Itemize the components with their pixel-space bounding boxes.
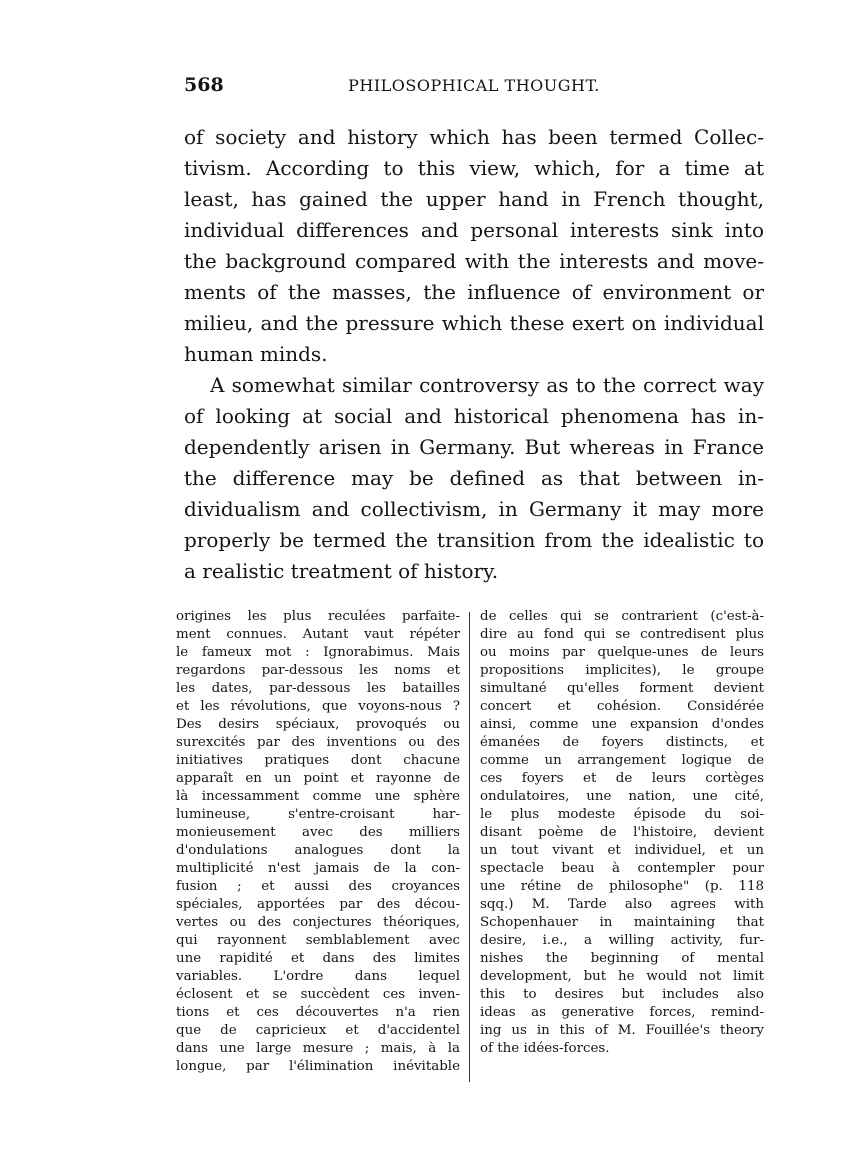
footnote-right-column: [480, 608, 764, 1058]
footnote-line: of the idées-forces.: [480, 1041, 610, 1056]
footnote-line: concert et cohésion. Considérée: [480, 699, 764, 714]
footnote-line: spectacle beau à contempler pour: [480, 861, 764, 876]
body-line: dividualism and collectivism, in Germany it may more: [184, 497, 764, 521]
body-line: least, has gained the upper hand in French thought,: [184, 187, 764, 211]
footnote-line: un tout vivant et individuel, et un: [480, 843, 764, 858]
footnote-line: disant poème de l'histoire, devient: [480, 825, 764, 840]
footnote-line: le plus modeste épisode du soi-: [480, 807, 764, 822]
footnote-line: longue, par l'élimination inévitable: [176, 1059, 460, 1074]
footnote-line: ing us in this of M. Fouillée's theory: [480, 1023, 764, 1038]
footnote-line: ainsi, comme une expansion d'ondes: [480, 717, 764, 732]
body-line: ments of the masses, the influence of environment or: [184, 280, 764, 304]
footnote-line: this to desires but includes also: [480, 987, 764, 1002]
footnote-line: ondulatoires, une nation, une cité,: [480, 789, 764, 804]
footnote-line: émanées de foyers distincts, et: [480, 735, 764, 750]
body-line: dependently arisen in Germany. But whereas in France: [184, 435, 764, 459]
footnote-line: lumineuse, s'entre-croisant har-: [176, 807, 460, 822]
body-line: of society and history which has been termed Collec-: [184, 125, 764, 149]
body-line: human minds.: [184, 342, 328, 366]
page-header: [184, 74, 764, 104]
footnote-line: de celles qui se contrarient (c'est-à-: [480, 609, 764, 624]
footnote-line: multiplicité n'est jamais de la con-: [176, 861, 460, 876]
footnote-line: dire au fond qui se contredisent plus: [480, 627, 764, 642]
main-body-text: [184, 122, 764, 587]
footnote-line: éclosent et se succèdent ces inven-: [176, 987, 460, 1002]
footnote-line: ideas as generative forces, remind-: [480, 1005, 764, 1020]
footnote-line: fusion ; et aussi des croyances: [176, 879, 460, 894]
footnote-line: desire, i.e., a willing activity, fur-: [480, 933, 764, 948]
running-title: PHILOSOPHICAL THOUGHT.: [348, 76, 600, 95]
page-number: 568: [184, 74, 224, 96]
body-line: the background compared with the interests and move-: [184, 249, 764, 273]
footnote-columns: [176, 608, 776, 1088]
footnote-line: monieusement avec des milliers: [176, 825, 460, 840]
footnote-line: une rétine de philosophe" (p. 118: [480, 879, 764, 894]
body-line: tivism. According to this view, which, for a time at: [184, 156, 764, 180]
footnote-line: Des desirs spéciaux, provoqués ou: [176, 717, 460, 732]
footnote-line: le fameux mot : Ignorabimus. Mais: [176, 645, 460, 660]
body-line: of looking at social and historical phenomena has in-: [184, 404, 764, 428]
body-line: a realistic treatment of history.: [184, 559, 499, 583]
body-line: the difference may be defined as that between in-: [184, 466, 764, 490]
footnote-line: les dates, par-dessous les batailles: [176, 681, 460, 696]
footnote-line: development, but he would not limit: [480, 969, 764, 984]
footnote-line: sqq.) M. Tarde also agrees with: [480, 897, 764, 912]
footnote-left-column: [176, 608, 460, 1076]
footnote-line: spéciales, apportées par des décou-: [176, 897, 460, 912]
body-line: properly be termed the transition from the idealistic to: [184, 528, 764, 552]
footnote-line: ces foyers et de leurs cortèges: [480, 771, 764, 786]
footnote-line: d'ondulations analogues dont la: [176, 843, 460, 858]
body-line: individual differences and personal interests sink into: [184, 218, 764, 242]
footnote-line: comme un arrangement logique de: [480, 753, 764, 768]
body-line: A somewhat similar controversy as to the correct way: [210, 373, 764, 397]
footnote-line: regardons par-dessous les noms et: [176, 663, 460, 678]
footnote-line: tions et ces découvertes n'a rien: [176, 1005, 460, 1020]
footnote-line: nishes the beginning of mental: [480, 951, 764, 966]
column-divider: [469, 612, 470, 1082]
footnote-line: vertes ou des conjectures théoriques,: [176, 915, 460, 930]
footnote-line: initiatives pratiques dont chacune: [176, 753, 460, 768]
footnote-line: une rapidité et dans des limites: [176, 951, 460, 966]
footnote-line: dans une large mesure ; mais, à la: [176, 1041, 460, 1056]
footnote-line: ment connues. Autant vaut répéter: [176, 627, 460, 642]
body-line: milieu, and the pressure which these exert on individual: [184, 311, 764, 335]
footnote-line: ou moins par quelque-unes de leurs: [480, 645, 764, 660]
footnote-line: qui rayonnent semblablement avec: [176, 933, 460, 948]
footnote-line: origines les plus reculées parfaite-: [176, 609, 460, 624]
footnote-line: là incessamment comme une sphère: [176, 789, 460, 804]
footnote-line: propositions implicites), le groupe: [480, 663, 764, 678]
footnote-line: variables. L'ordre dans lequel: [176, 969, 460, 984]
footnote-line: apparaît en un point et rayonne de: [176, 771, 460, 786]
footnote-line: simultané qu'elles forment devient: [480, 681, 764, 696]
footnote-line: surexcités par des inventions ou des: [176, 735, 460, 750]
footnote-line: Schopenhauer in maintaining that: [480, 915, 764, 930]
footnote-line: que de capricieux et d'accidentel: [176, 1023, 460, 1038]
footnote-line: et les révolutions, que voyons-nous ?: [176, 699, 460, 714]
